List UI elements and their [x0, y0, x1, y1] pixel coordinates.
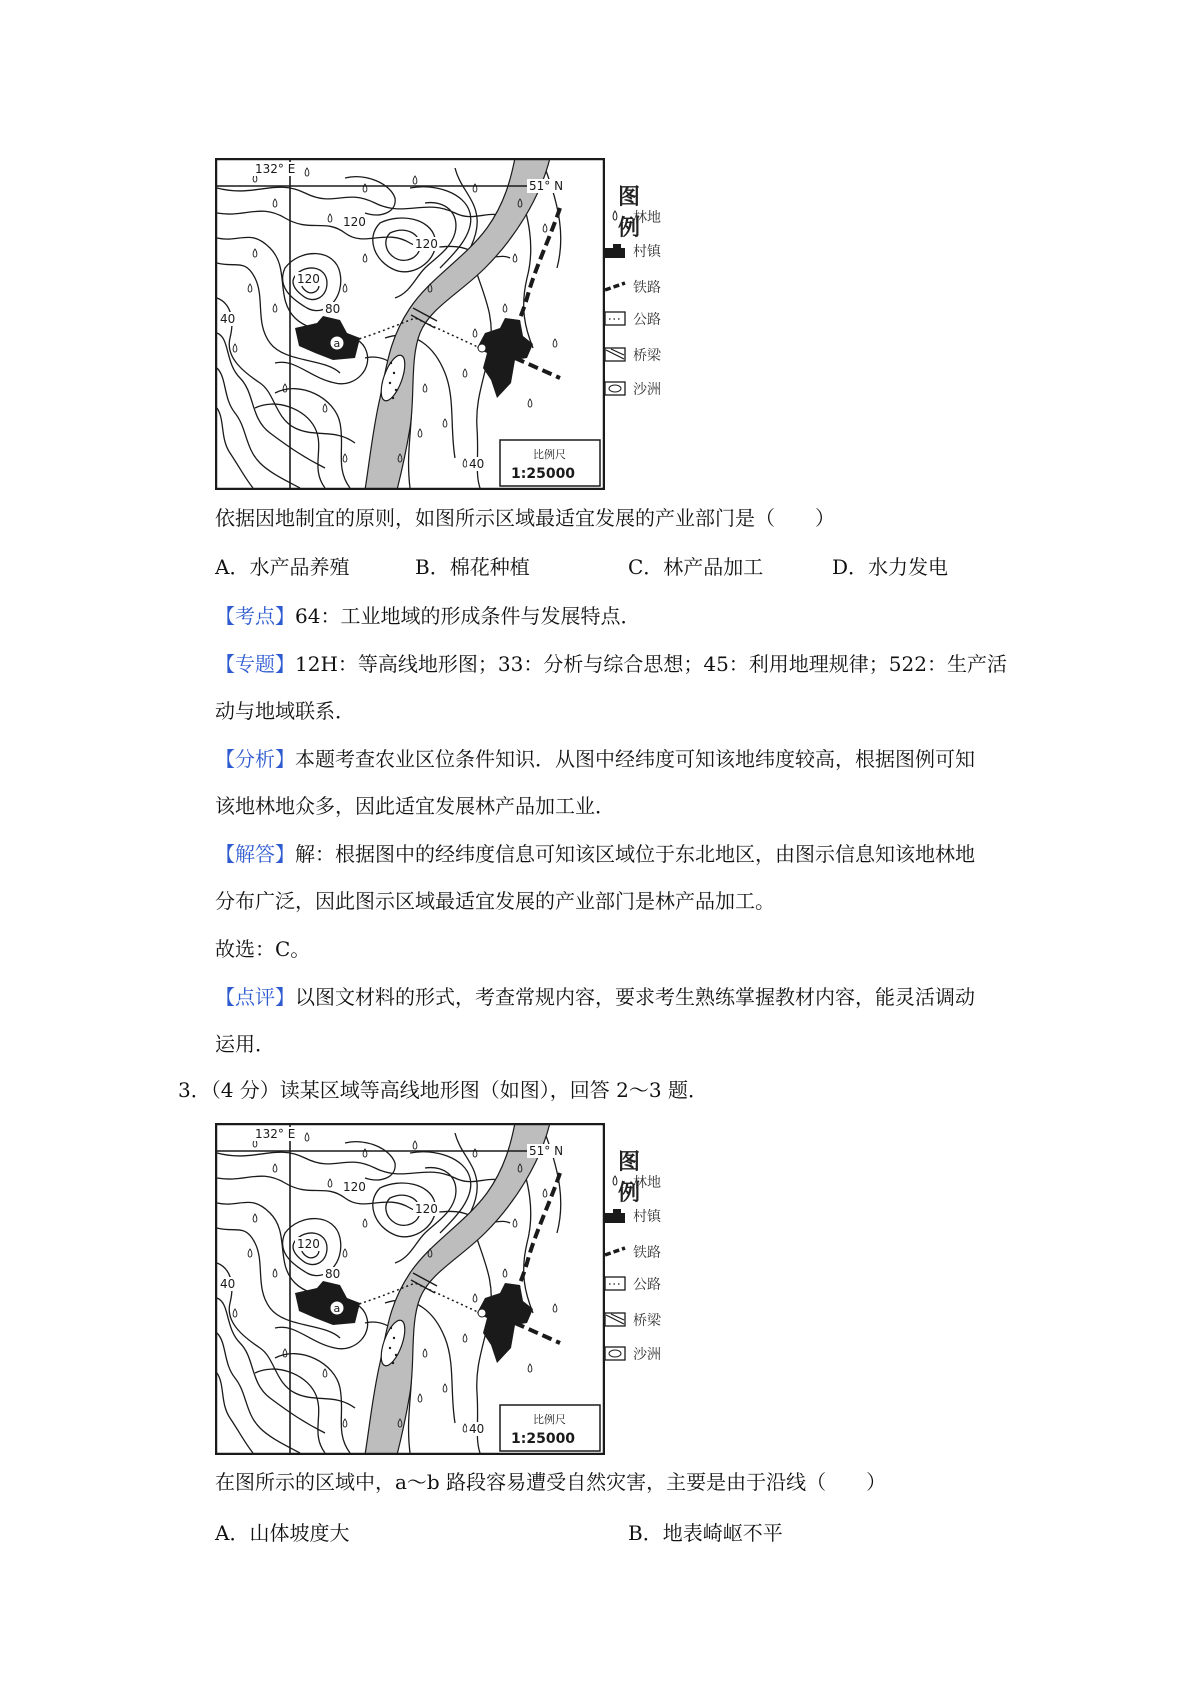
latitude-label: 51° N [529, 179, 564, 193]
sandbar-icon-frame [605, 1347, 625, 1360]
tree-symbol [473, 329, 477, 337]
contour-label: 120 [297, 1237, 320, 1251]
scale-value: 1:25000 [511, 466, 576, 482]
town-a [295, 1281, 360, 1325]
town-b [477, 318, 533, 398]
scale-title: 比例尺 [533, 1413, 566, 1426]
railway [515, 1323, 560, 1343]
contour-line [217, 1152, 505, 1183]
tree-icon-shape [613, 211, 617, 220]
tree-symbol [343, 1249, 347, 1257]
tree-symbol [343, 284, 347, 292]
longitude-label: 132° E [255, 162, 296, 176]
legend-item [603, 1205, 673, 1227]
contour-line [275, 389, 350, 488]
tree-symbol [418, 429, 422, 437]
sandbar-icon-shape [609, 1350, 621, 1357]
sandbar-dot [390, 1327, 392, 1329]
railway-icon [603, 276, 627, 298]
option-c: C．林产品加工 [628, 555, 764, 579]
sandbar-dot [395, 1354, 397, 1356]
legend-item [603, 1241, 673, 1263]
tree-symbol [473, 1149, 477, 1157]
legend-label: 桥梁 [633, 1313, 661, 1329]
contour-label: 40 [220, 312, 236, 326]
contour-label: 120 [415, 237, 438, 251]
legend-label: 铁路 [633, 280, 661, 296]
tree-icon [603, 1171, 627, 1193]
legend-label: 村镇 [633, 244, 661, 260]
sandbar-dot [393, 1337, 395, 1339]
legend-label: 林地 [633, 210, 661, 226]
legend-label: 村镇 [633, 1209, 661, 1225]
answer-line: 故选：C。 [215, 937, 311, 961]
tree-symbol [503, 1269, 507, 1277]
dianping-tag: 【点评】 [215, 985, 295, 1009]
jieda-tag: 【解答】 [215, 842, 295, 866]
sandbar-icon [603, 378, 627, 400]
tree-symbol [253, 1214, 257, 1222]
longitude-label: 132° E [255, 1127, 296, 1141]
tree-symbol [553, 1304, 557, 1312]
contour-label: 40 [220, 1277, 236, 1291]
town-a-label: a [333, 1302, 341, 1315]
legend-label: 沙洲 [633, 382, 661, 398]
tree-symbol [273, 1164, 277, 1172]
dianping-line-1 [215, 983, 975, 1011]
contour-line [217, 187, 505, 218]
legend-item [603, 378, 673, 400]
tree-symbol [543, 1189, 547, 1197]
tree-symbol [413, 176, 417, 184]
kaodian-tag: 【考点】 [215, 604, 295, 628]
contour-line [345, 1142, 395, 1180]
contour-line [217, 1202, 368, 1349]
tree-symbol [233, 1309, 237, 1317]
contour-line [475, 268, 491, 488]
contour-label: 40 [469, 457, 485, 471]
tree-symbol [328, 1179, 332, 1187]
option-a: A．山体坡度大 [215, 1521, 350, 1545]
legend-item [603, 1273, 673, 1295]
contour-line [217, 237, 368, 384]
sandbar-icon [603, 1343, 627, 1365]
legend-label: 铁路 [633, 1245, 661, 1261]
railway-icon-shape [605, 283, 625, 290]
contour-line [217, 408, 253, 488]
contour-map [215, 158, 605, 490]
contour-line [217, 1373, 253, 1453]
sandbar-dot [392, 1362, 394, 1364]
legend-item [603, 308, 673, 330]
tree-symbol [463, 1334, 467, 1342]
tree-symbol [513, 1219, 517, 1227]
tree-symbol [553, 339, 557, 347]
tree-symbol [463, 369, 467, 377]
jieda-line-1 [215, 840, 975, 868]
legend-label: 沙洲 [633, 1347, 661, 1363]
town-icon-shape [605, 244, 625, 258]
road-icon [603, 308, 627, 330]
contour-label: 120 [343, 1180, 366, 1194]
tree-symbol [528, 399, 532, 407]
railway-icon-shape [605, 1248, 625, 1255]
scale-value: 1:25000 [511, 1431, 576, 1447]
town-a [295, 316, 360, 360]
contour-line [345, 177, 395, 215]
tree-symbol [423, 384, 427, 392]
option-a: A．水产品养殖 [215, 555, 350, 579]
bridge-icon [603, 344, 627, 366]
tree-symbol [233, 344, 237, 352]
option-d: D．水力发电 [832, 555, 949, 579]
sandbar-dot [390, 362, 392, 364]
question-2-stem: 依据因地制宜的原则，如图所示区域最适宜发展的产业部门是（ ） [215, 506, 835, 530]
tree-symbol [463, 459, 467, 467]
tree-symbol [363, 254, 367, 262]
tree-symbol [503, 304, 507, 312]
tree-symbol [343, 1419, 347, 1427]
fenxi-line-1 [215, 745, 975, 773]
contour-line [275, 1354, 350, 1453]
town-icon [603, 1205, 627, 1227]
sandbar-dot [395, 389, 397, 391]
tree-symbol [443, 419, 447, 427]
tree-symbol [323, 404, 327, 412]
tree-icon [603, 206, 627, 228]
town-a-label: a [333, 337, 341, 350]
town-icon-shape [605, 1209, 625, 1223]
tree-symbol [473, 1294, 477, 1302]
tree-symbol [283, 384, 287, 392]
legend-title: 图例 [618, 185, 641, 241]
tree-symbol [443, 1384, 447, 1392]
tree-symbol [323, 1369, 327, 1377]
tree-symbol [273, 304, 277, 312]
legend-item [603, 240, 673, 262]
legend-label: 林地 [633, 1175, 661, 1191]
tree-icon-shape [613, 1176, 617, 1185]
town-b-marker [478, 344, 486, 352]
contour-line [217, 1298, 325, 1433]
sandbar-icon-frame [605, 382, 625, 395]
tree-symbol [363, 1149, 367, 1157]
scale-title: 比例尺 [533, 448, 566, 461]
jieda-line-2: 分布广泛，因此图示区域最适宜发展的产业部门是林产品加工。 [215, 889, 775, 913]
option-b: B．地表崎岖不平 [628, 1521, 783, 1545]
tree-symbol [423, 1349, 427, 1357]
contour-label: 120 [297, 272, 320, 286]
tree-symbol [328, 214, 332, 222]
contour-line [217, 1333, 300, 1453]
sandbar-dot [393, 372, 395, 374]
zhuanti-line-1 [215, 650, 1007, 678]
topographic-map-2 [215, 1123, 661, 1455]
town-b-marker [478, 1309, 486, 1317]
sandbar-dot [389, 382, 391, 384]
question-3-header: 3．（4 分）读某区域等高线地形图（如图），回答 2～3 题． [178, 1078, 708, 1102]
contour-map [215, 1123, 605, 1455]
fenxi-tag: 【分析】 [215, 747, 295, 771]
fenxi-line-2: 该地林地众多，因此适宜发展林产品加工业． [215, 794, 615, 818]
jieda-text-1: 解：根据图中的经纬度信息可知该区域位于东北地区，由图示信息知该地林地 [295, 842, 975, 866]
contour-label: 80 [325, 1267, 341, 1281]
tree-symbol [343, 454, 347, 462]
contour-line [217, 333, 325, 468]
tree-symbol [513, 254, 517, 262]
kaodian-text: 64：工业地域的形成条件与发展特点． [295, 604, 641, 628]
contour-label: 80 [325, 302, 341, 316]
contour-label: 120 [415, 1202, 438, 1216]
kaodian-line [215, 602, 640, 630]
dianping-text-1: 以图文材料的形式，考查常规内容，要求考生熟练掌握教材内容，能灵活调动 [295, 985, 975, 1009]
zhuanti-line-2: 动与地域联系． [215, 699, 355, 723]
legend-label: 公路 [633, 1277, 661, 1293]
legend-item [603, 1309, 673, 1331]
tree-symbol [363, 184, 367, 192]
contour-label: 120 [343, 215, 366, 229]
town-icon [603, 240, 627, 262]
tree-symbol [418, 1394, 422, 1402]
tree-symbol [253, 249, 257, 257]
road-icon [603, 1273, 627, 1295]
fenxi-text-1: 本题考查农业区位条件知识．从图中经纬度可知该地纬度较高，根据图例可知 [295, 747, 975, 771]
latitude-label: 51° N [529, 1144, 564, 1158]
tree-symbol [248, 1249, 252, 1257]
tree-symbol [413, 1141, 417, 1149]
zhuanti-text-1: 12H：等高线地形图；33：分析与综合思想；45：利用地理规律；522：生产活 [295, 652, 1007, 676]
legend-item [603, 344, 673, 366]
tree-symbol [528, 1364, 532, 1372]
tree-symbol [463, 1424, 467, 1432]
tree-symbol [283, 1349, 287, 1357]
dianping-line-2: 运用． [215, 1032, 275, 1056]
railway-icon [603, 1241, 627, 1263]
question-3-stem: 在图所示的区域中，a～b 路段容易遭受自然灾害，主要是由于沿线（ ） [215, 1470, 887, 1494]
sandbar-icon-shape [609, 385, 621, 392]
sandbar-dot [389, 1347, 391, 1349]
tree-symbol [543, 224, 547, 232]
contour-label: 40 [469, 1422, 485, 1436]
bridge-icon [603, 1309, 627, 1331]
tree-symbol [473, 184, 477, 192]
tree-symbol [273, 1269, 277, 1277]
tree-symbol [273, 199, 277, 207]
railway [515, 358, 560, 378]
town-b [477, 1283, 533, 1363]
legend-item [603, 276, 673, 298]
tree-symbol [363, 1219, 367, 1227]
tree-symbol [248, 284, 252, 292]
sandbar-dot [392, 397, 394, 399]
tree-symbol [305, 168, 309, 176]
zhuanti-tag: 【专题】 [215, 652, 295, 676]
legend-item [603, 1343, 673, 1365]
tree-symbol [305, 1133, 309, 1141]
legend-label: 桥梁 [633, 348, 661, 364]
legend-title: 图例 [618, 1150, 641, 1206]
contour-line [475, 1233, 491, 1453]
option-b: B．棉花种植 [415, 555, 530, 579]
legend-label: 公路 [633, 312, 661, 328]
contour-line [217, 368, 300, 488]
legend-item [603, 1171, 673, 1193]
topographic-map-1 [215, 158, 661, 490]
legend-item [603, 206, 673, 228]
